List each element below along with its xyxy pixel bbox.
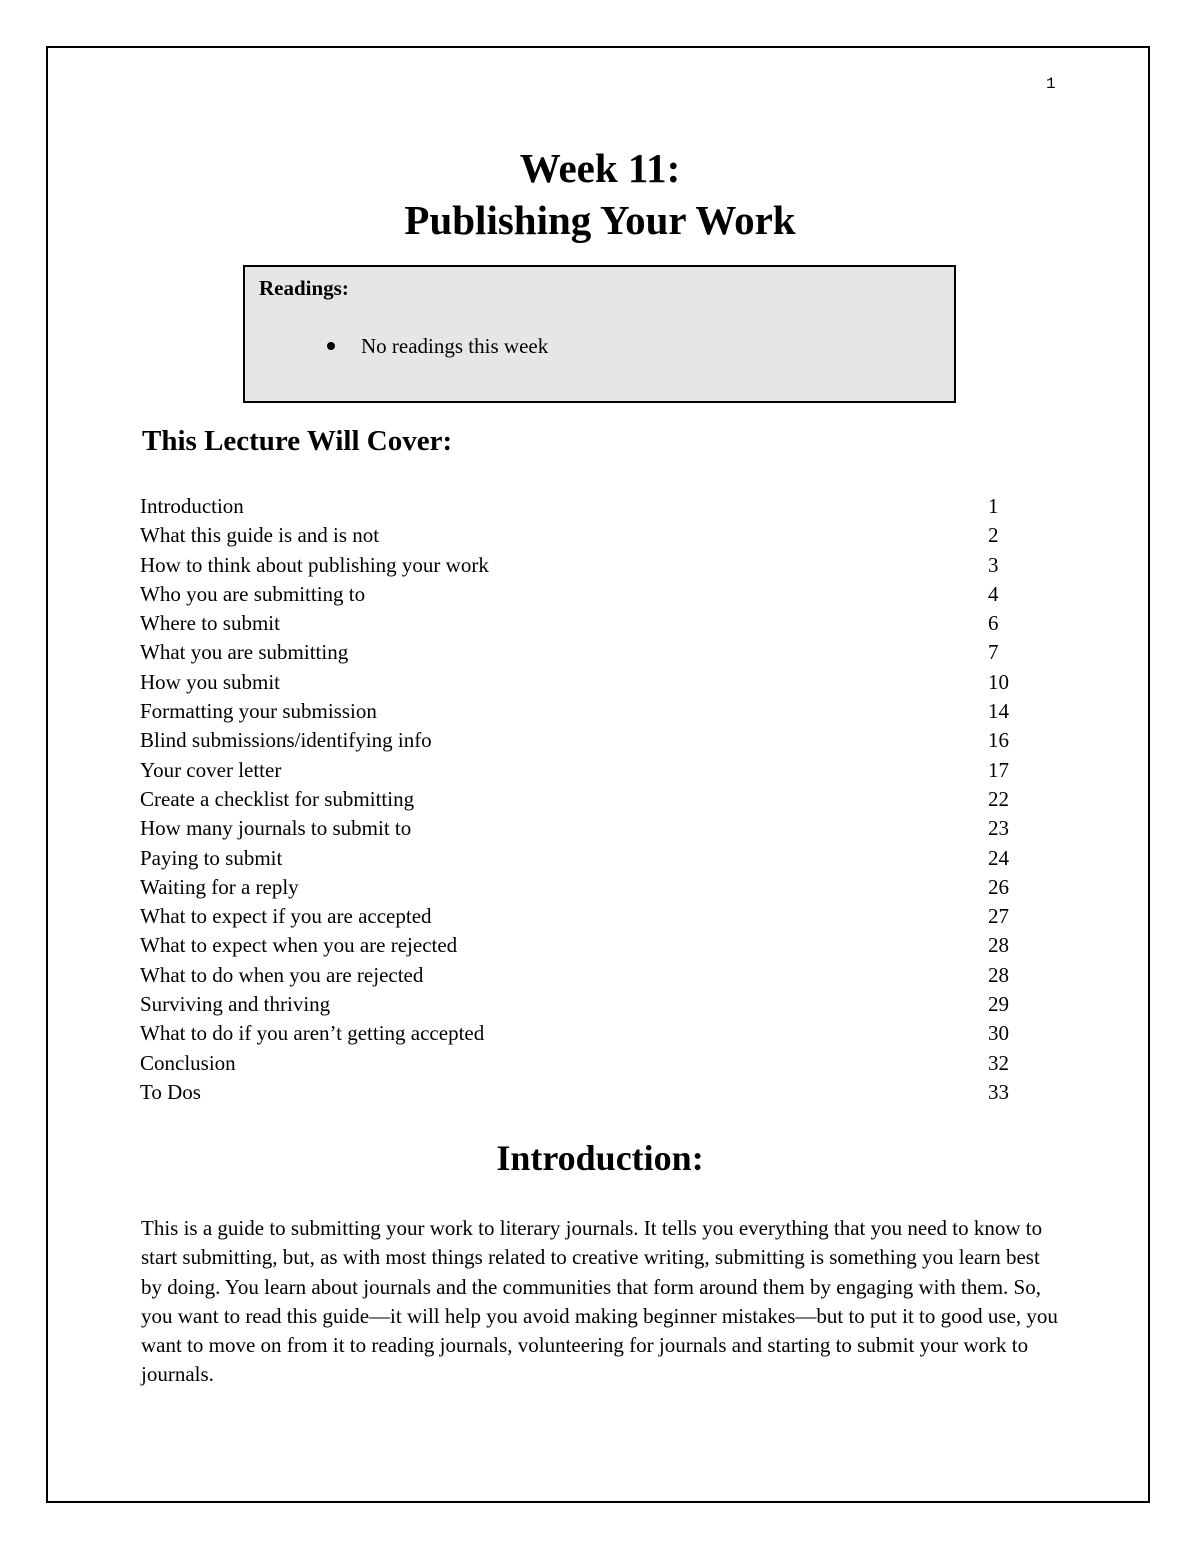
toc-row: [140, 726, 1040, 755]
toc-topic: How you submit: [140, 669, 281, 694]
toc-topic: Paying to submit: [140, 845, 283, 870]
toc-page-number: 2: [988, 523, 999, 548]
toc-page-number: 10: [988, 669, 1009, 694]
toc-page-number: 29: [988, 992, 1009, 1017]
toc-row: [140, 844, 1040, 873]
toc-topic: To Dos: [140, 1079, 201, 1104]
document-title-week: Week 11:: [519, 145, 681, 191]
toc-topic: What to do when you are rejected: [140, 962, 424, 987]
toc-topic: Where to submit: [140, 611, 280, 636]
toc-topic: Surviving and thriving: [140, 992, 331, 1017]
document-title-topic: Publishing Your Work: [404, 197, 796, 243]
toc-row: [140, 961, 1040, 990]
toc-row: [140, 668, 1040, 697]
toc-topic: Conclusion: [140, 1050, 236, 1075]
toc-topic: What you are submitting: [140, 640, 349, 665]
toc-page-number: 33: [988, 1079, 1009, 1104]
toc-row: [140, 990, 1040, 1019]
introduction-paragraph: This is a guide to submitting your work to literary journals. It tells you everything that you need to know to start submitting, but, as with most things related to creative writing, submitting is something you learn best by doing. You learn about journals and the communities that form around them by engaging with them. So, you want to read this guide—it will help you avoid making beginner mistakes—but to put it to good use, you want to move on from it to reading journals, volunteering for journals and starting to submit your work to journals.: [141, 1216, 1058, 1387]
toc-topic: Introduction: [140, 494, 244, 518]
toc-topic: Who you are submitting to: [140, 581, 366, 606]
toc-topic: What to expect when you are rejected: [140, 933, 458, 958]
bullet-icon: [327, 342, 335, 350]
toc-page-number: 32: [988, 1050, 1009, 1075]
toc-topic: Waiting for a reply: [140, 874, 299, 899]
toc-page-number: 17: [988, 757, 1009, 782]
toc-page-number: 14: [988, 699, 1009, 724]
table-of-contents: [140, 492, 1040, 1107]
readings-item-text: No readings this week: [361, 334, 549, 358]
toc-topic: Your cover letter: [140, 757, 282, 782]
toc-topic: Create a checklist for submitting: [140, 786, 415, 811]
toc-page-number: 7: [988, 640, 999, 665]
toc-page-number: 26: [988, 874, 1009, 899]
toc-topic: What this guide is and is not: [140, 523, 380, 548]
toc-row: [140, 902, 1040, 931]
readings-box: [243, 265, 956, 403]
toc-page-number: 3: [988, 552, 999, 577]
toc-topic: Blind submissions/identifying info: [140, 728, 432, 753]
toc-topic: What to expect if you are accepted: [140, 904, 432, 929]
toc-row: [140, 873, 1040, 902]
toc-row: [140, 1078, 1040, 1107]
toc-topic: How many journals to submit to: [140, 816, 412, 841]
toc-row: [140, 756, 1040, 785]
toc-topic: What to do if you aren’t getting accepted: [140, 1021, 485, 1046]
toc-row: [140, 492, 1040, 521]
toc-row: [140, 814, 1040, 843]
toc-page-number: 23: [988, 816, 1009, 841]
toc-page-number: 4: [988, 581, 999, 606]
toc-page-number: 22: [988, 786, 1009, 811]
readings-heading: Readings:: [259, 276, 349, 300]
toc-page-number: 24: [988, 845, 1009, 870]
toc-row: [140, 785, 1040, 814]
toc-row: [140, 551, 1040, 580]
toc-row: [140, 638, 1040, 667]
toc-row: [140, 521, 1040, 550]
toc-row: [140, 580, 1040, 609]
toc-row: [140, 1049, 1040, 1078]
toc-page-number: 6: [988, 611, 999, 636]
toc-row: [140, 609, 1040, 638]
toc-row: [140, 697, 1040, 726]
toc-page-number: 30: [988, 1021, 1009, 1046]
toc-topic: How to think about publishing your work: [140, 552, 489, 577]
toc-page-number: 27: [988, 904, 1009, 929]
readings-list-item: [327, 334, 548, 359]
toc-page-number: 1: [988, 494, 999, 518]
introduction-heading: Introduction:: [496, 1138, 704, 1178]
toc-page-number: 28: [988, 962, 1009, 987]
toc-row: [140, 931, 1040, 960]
toc-row: [140, 1019, 1040, 1048]
page-number: 1: [1046, 75, 1056, 93]
toc-page-number: 16: [988, 728, 1009, 753]
toc-page-number: 28: [988, 933, 1009, 958]
toc-topic: Formatting your submission: [140, 699, 377, 724]
lecture-cover-heading: This Lecture Will Cover:: [142, 425, 453, 457]
